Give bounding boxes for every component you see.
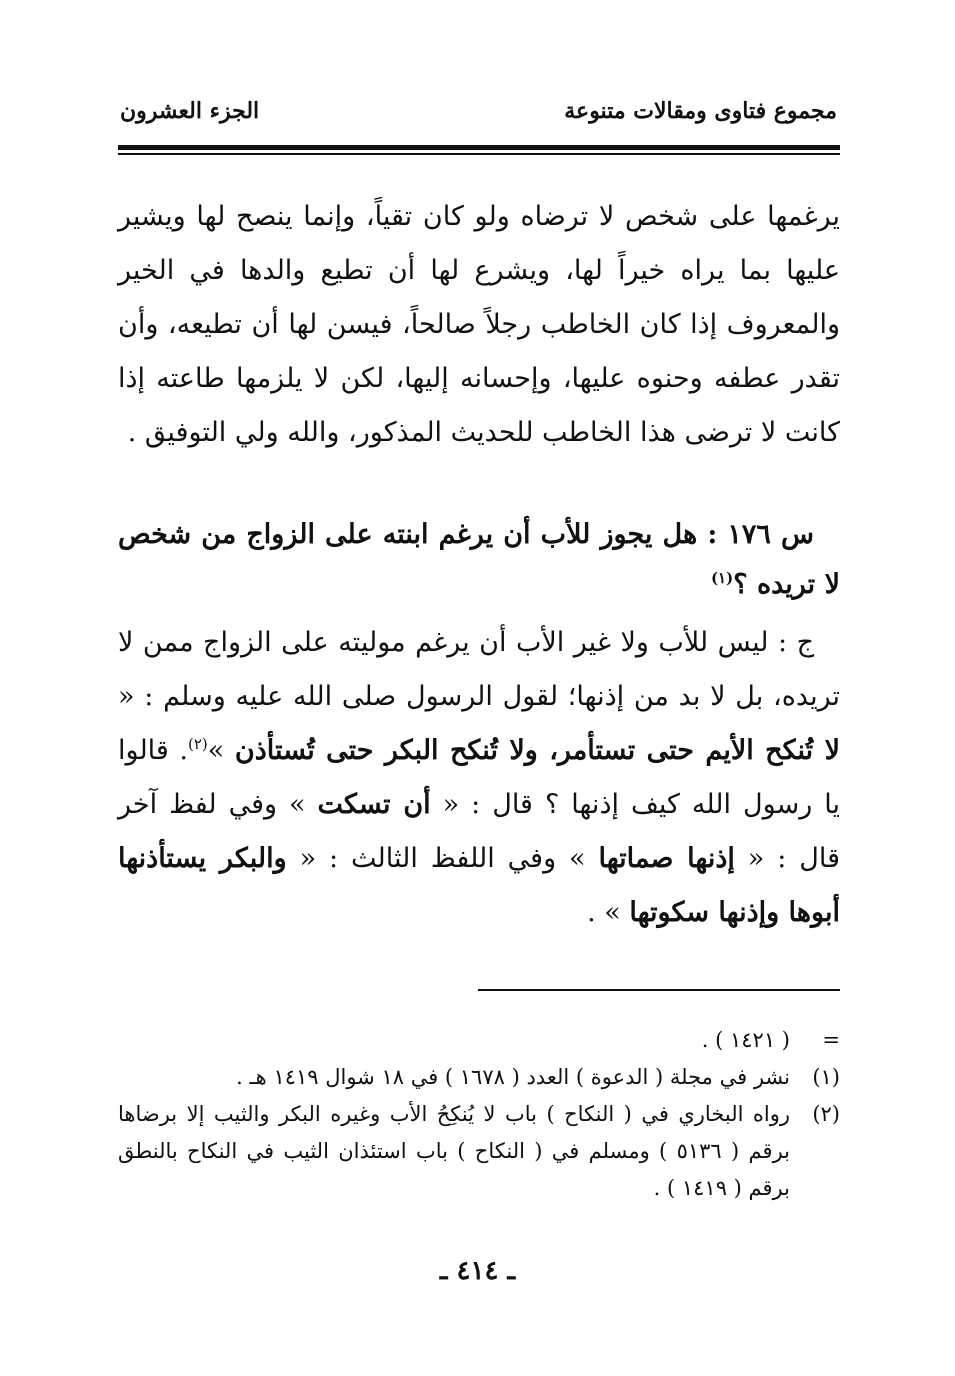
footnote-text: نشر في مجلة ( الدعوة ) العدد ( ١٦٧٨ ) في ١٨ شوال ١٤١٩ هـ . <box>236 1065 790 1089</box>
answer-block <box>118 616 840 940</box>
header-rule-thin <box>118 153 840 155</box>
footnote-item <box>118 1096 840 1207</box>
answer-mid-1: . قالوا يا رسول الله كيف إذنها ؟ قال : « <box>118 735 840 820</box>
answer-mid-3: » وفي اللفظ الثالث : « <box>299 843 586 874</box>
page-number: ـ ٤١٤ ـ <box>439 1256 516 1286</box>
question-block <box>118 510 840 610</box>
footnote-item <box>118 1059 840 1096</box>
question-footnote-ref: (١) <box>710 569 734 587</box>
quote-close-1: » <box>207 735 225 766</box>
continuation-marker: = <box>822 1028 840 1052</box>
answer-mid-2: » وفي لفظ آخر قال : « <box>118 789 840 874</box>
footnote-number: (١) <box>812 1065 840 1089</box>
header-rule-thick <box>118 145 840 150</box>
answer-intro: ج : ليس للأب ولا غير الأب أن يرغم موليته على الزواج ممن لا تريده، بل لا بد من إذنها؛ لقول الرسول صلى الله عليه وسلم : « <box>118 627 840 712</box>
question-text: س ١٧٦ : هل يجوز للأب أن يرغم ابنته على الزواج من شخص لا تريده ؟ <box>118 519 840 600</box>
footnote-number: (٢) <box>812 1102 840 1126</box>
paragraph-continuation: يرغمها على شخص لا ترضاه ولو كان تقياً، وإنما ينصح لها ويشير عليها بما يراه خيراً لها، ويشرع لها أن تطيع والدها في الخير والمعروف إذا كان الخاطب رجلاً صالحاً، فيسن لها أن تطيعه، وأن تقدر عطفه وحنوه عليها، وإحسانه إليها، لكن لا يلزمها طاعته إذا كانت لا ترضى هذا الخاطب للحديث المذكور، والله ولي التوفيق . <box>118 201 840 448</box>
answer-footnote-ref: (٢) <box>187 735 208 753</box>
continuation-text: ( ١٤٢١ ) . <box>701 1028 790 1052</box>
footnote-separator <box>478 989 840 991</box>
hadith-text-3: إذنها صماتها <box>598 843 735 874</box>
hadith-text-1: لا تُنكح الأيم حتى تستأمر، ولا تُنكح البكر حتى تُستأذن <box>234 735 840 766</box>
volume-label: الجزء العشرون <box>120 98 260 124</box>
hadith-text-4: والبكر يستأذنها أبوها وإذنها سكوتها <box>118 843 840 928</box>
answer-end: » . <box>587 897 621 928</box>
footnote-continuation <box>118 1022 840 1059</box>
footnotes <box>118 1022 840 1207</box>
footnote-text: رواه البخاري في ( النكاح ) باب لا يُنكِحُ الأب وغيره البكر والثيب إلا برضاها برقم ( ٥١٣٦ ) ومسلم في ( النكاح ) باب استئذان الثيب في النكاح بالنطق برقم ( ١٤١٩ ) . <box>118 1102 791 1200</box>
hadith-text-2: أن تسكت <box>317 789 431 820</box>
book-title: مجموع فتاوى ومقالات متنوعة <box>564 98 837 124</box>
